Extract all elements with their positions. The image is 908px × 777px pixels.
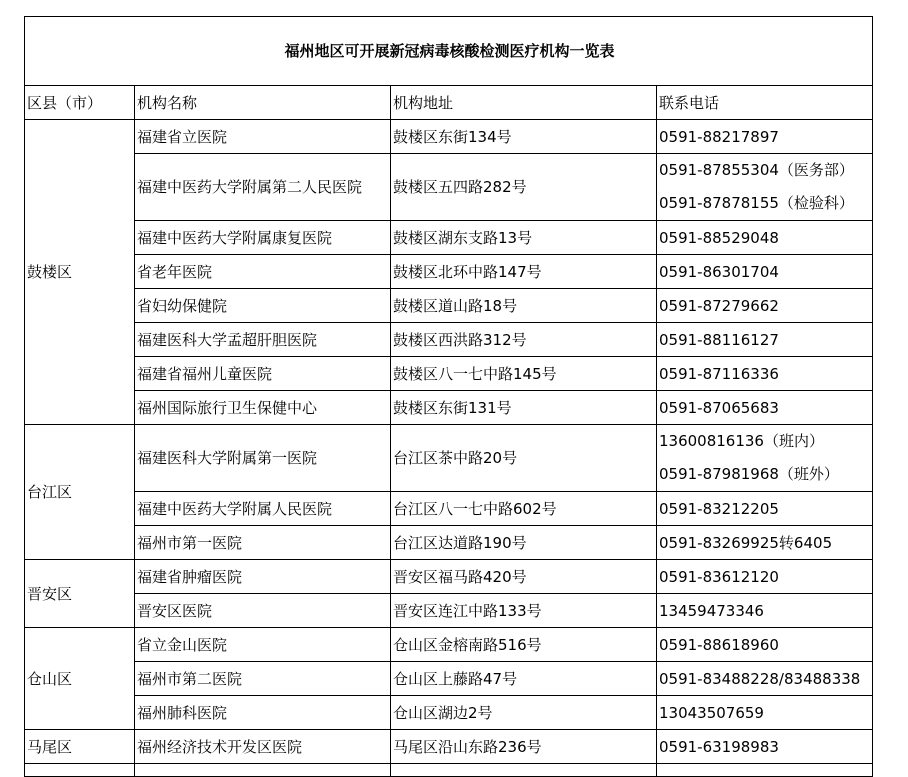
institution-address-cell: 台江区达道路190号 <box>391 526 657 560</box>
institution-address-cell: 晋安区福马路420号 <box>391 560 657 594</box>
institution-address-cell: 鼓楼区东街134号 <box>391 120 657 154</box>
institution-name-cell: 福建医科大学孟超肝胆医院 <box>135 323 391 357</box>
empty-cell <box>135 764 391 777</box>
table-row <box>25 730 873 764</box>
phone-number: 0591-87855304（医务部） <box>659 161 854 179</box>
phone-cell: 0591-87279662 <box>657 289 873 323</box>
table-row <box>25 425 873 492</box>
district-cell: 马尾区 <box>25 730 135 764</box>
header-phone: 联系电话 <box>657 86 873 120</box>
institution-name-cell: 福建中医药大学附属康复医院 <box>135 221 391 255</box>
institution-name-cell: 福建中医药大学附属第二人民医院 <box>135 154 391 221</box>
phone-cell: 0591-83612120 <box>657 560 873 594</box>
table-row-partial <box>25 764 873 777</box>
institution-name-cell: 福州国际旅行卫生保健中心 <box>135 391 391 425</box>
institution-name-cell: 福建省福州儿童医院 <box>135 357 391 391</box>
document <box>24 16 872 777</box>
phone-number: 13600816136（班内） <box>659 432 824 450</box>
table-row <box>25 391 873 425</box>
header-district: 区县（市） <box>25 86 135 120</box>
phone-cell: 0591-88618960 <box>657 628 873 662</box>
table-row <box>25 323 873 357</box>
table-row <box>25 696 873 730</box>
table-row <box>25 255 873 289</box>
district-cell: 仓山区 <box>25 628 135 730</box>
district-cell: 台江区 <box>25 425 135 560</box>
institution-name-cell: 福建省肿瘤医院 <box>135 560 391 594</box>
phone-cell: 0591-83488228/83488338 <box>657 662 873 696</box>
table-row <box>25 628 873 662</box>
institution-address-cell: 仓山区金榕南路516号 <box>391 628 657 662</box>
phone-cell: 0591-88116127 <box>657 323 873 357</box>
institution-name-cell: 省妇幼保健院 <box>135 289 391 323</box>
header-address: 机构地址 <box>391 86 657 120</box>
institution-address-cell: 鼓楼区八一七中路145号 <box>391 357 657 391</box>
institution-name-cell: 省老年医院 <box>135 255 391 289</box>
institution-address-cell: 鼓楼区西洪路312号 <box>391 323 657 357</box>
institution-address-cell: 台江区茶中路20号 <box>391 425 657 492</box>
empty-cell <box>391 764 657 777</box>
phone-cell: 0591-83212205 <box>657 492 873 526</box>
phone-cell: 0591-88529048 <box>657 221 873 255</box>
header-name: 机构名称 <box>135 86 391 120</box>
district-cell: 晋安区 <box>25 560 135 628</box>
institution-address-cell: 台江区八一七中路602号 <box>391 492 657 526</box>
institution-address-cell: 鼓楼区北环中路147号 <box>391 255 657 289</box>
table-row <box>25 120 873 154</box>
table-row <box>25 154 873 221</box>
header-row <box>25 86 873 120</box>
district-cell: 鼓楼区 <box>25 120 135 425</box>
table-row <box>25 357 873 391</box>
institution-table <box>24 16 873 777</box>
empty-cell <box>657 764 873 777</box>
institution-name-cell: 晋安区医院 <box>135 594 391 628</box>
institution-name-cell: 福州经济技术开发区医院 <box>135 730 391 764</box>
phone-cell <box>657 425 873 492</box>
phone-number: 0591-87878155（检验科） <box>659 194 854 212</box>
institution-name-cell: 福州肺科医院 <box>135 696 391 730</box>
institution-address-cell: 鼓楼区道山路18号 <box>391 289 657 323</box>
phone-number: 0591-87981968（班外） <box>659 465 839 483</box>
phone-cell: 0591-87065683 <box>657 391 873 425</box>
phone-cell: 0591-83269925转6405 <box>657 526 873 560</box>
table-row <box>25 289 873 323</box>
institution-address-cell: 晋安区连江中路133号 <box>391 594 657 628</box>
title-row <box>25 17 873 86</box>
table-row <box>25 492 873 526</box>
institution-address-cell: 鼓楼区湖东支路13号 <box>391 221 657 255</box>
institution-name-cell: 福建中医药大学附属人民医院 <box>135 492 391 526</box>
institution-address-cell: 鼓楼区五四路282号 <box>391 154 657 221</box>
phone-cell: 0591-88217897 <box>657 120 873 154</box>
phone-cell: 0591-87116336 <box>657 357 873 391</box>
table-row <box>25 662 873 696</box>
institution-name-cell: 福建省立医院 <box>135 120 391 154</box>
table-row <box>25 560 873 594</box>
institution-address-cell: 马尾区沿山东路236号 <box>391 730 657 764</box>
table-row <box>25 594 873 628</box>
phone-cell: 13043507659 <box>657 696 873 730</box>
institution-name-cell: 福州市第二医院 <box>135 662 391 696</box>
phone-cell: 0591-86301704 <box>657 255 873 289</box>
institution-name-cell: 福建医科大学附属第一医院 <box>135 425 391 492</box>
table-title: 福州地区可开展新冠病毒核酸检测医疗机构一览表 <box>25 17 873 86</box>
institution-name-cell: 省立金山医院 <box>135 628 391 662</box>
phone-cell <box>657 154 873 221</box>
phone-cell: 13459473346 <box>657 594 873 628</box>
institution-address-cell: 鼓楼区东街131号 <box>391 391 657 425</box>
empty-cell <box>25 764 135 777</box>
phone-cell: 0591-63198983 <box>657 730 873 764</box>
institution-name-cell: 福州市第一医院 <box>135 526 391 560</box>
table-row <box>25 526 873 560</box>
institution-address-cell: 仓山区上藤路47号 <box>391 662 657 696</box>
institution-address-cell: 仓山区湖边2号 <box>391 696 657 730</box>
table-row <box>25 221 873 255</box>
